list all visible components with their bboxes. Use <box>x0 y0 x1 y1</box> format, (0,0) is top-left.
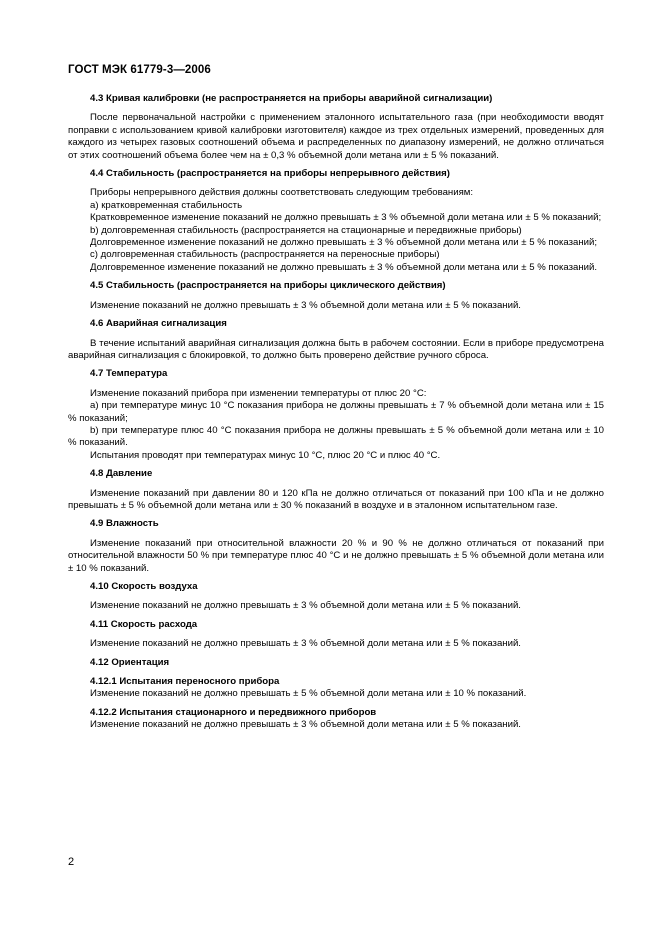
list-item: а) кратковременная стабильность <box>90 199 243 211</box>
section-4-12 <box>68 657 604 732</box>
section-4-10 <box>68 581 604 613</box>
paragraph: Изменение показаний прибора при изменении температуры от плюс 20 °С: <box>90 387 427 399</box>
section-4-11 <box>68 619 604 651</box>
section-title: 4.6 Аварийная сигнализация <box>90 318 227 330</box>
section-title: 4.7 Температура <box>90 368 168 380</box>
section-title: 4.8 Давление <box>90 468 153 480</box>
section-4-5 <box>68 280 604 312</box>
list-item: а) при температуре минус 10 °С показания прибора не должны превышать ± 7 % объемной доли метана или ± 15 % показаний; <box>68 400 604 424</box>
paragraph: Изменение показаний не должно превышать ± 3 % объемной доли метана или ± 5 % показаний. <box>90 638 521 650</box>
paragraph: Кратковременное изменение показаний не должно превышать ± 3 % объемной доли метана или ± 5 % показаний; <box>90 212 602 224</box>
section-4-7 <box>68 368 604 462</box>
paragraph: После первоначальной настройки с применением эталонного испытательного газа (при необходимости вводят поправки с использованием кривой калибровки изготовителя) каждое из трех отдельных измерений, проведенных для каждого из четырех газовых соотношений объема и распределенных по диапазону измерений, не должно отличаться от этих соотношений объема более чем на ± 0,3 % объемной доли метана или ± 5 % показаний. <box>68 112 604 161</box>
section-title: 4.11 Скорость расхода <box>90 618 198 630</box>
subsection-title: 4.12.1 Испытания переносного прибора <box>90 676 280 688</box>
paragraph: Испытания проводят при температурах минус 10 °С, плюс 20 °С и плюс 40 °С. <box>90 449 441 461</box>
paragraph: Приборы непрерывного действия должны соответствовать следующим требованиям: <box>90 187 474 199</box>
paragraph: Изменение показаний не должно превышать ± 3 % объемной доли метана или ± 5 % показаний. <box>90 719 521 731</box>
section-title: 4.9 Влажность <box>90 518 159 530</box>
section-title: 4.5 Стабильность (распространяется на приборы циклического действия) <box>90 280 446 292</box>
subsection-title: 4.12.2 Испытания стационарного и передвижного приборов <box>90 706 377 718</box>
paragraph: В течение испытаний аварийная сигнализация должна быть в рабочем состоянии. Если в приборе предусмотрена аварийная сигнализация с блокировкой, то должно быть проверено действие ручного сброса. <box>68 337 604 361</box>
paragraph: Изменение показаний при относительной влажности 20 % и 90 % не должно отличаться от показаний при относительной влажности 50 % при температуре плюс 40 °С и не должно превышать ± 5 % объемной доли метана или ± 10 % показаний. <box>68 537 604 574</box>
paragraph: Изменение показаний не должно превышать ± 3 % объемной доли метана или ± 5 % показаний. <box>90 299 521 311</box>
paragraph: Долговременное изменение показаний не должно превышать ± 3 % объемной доли метана или ± 5 % показаний. <box>90 261 598 273</box>
section-title: 4.12 Ориентация <box>90 656 170 668</box>
list-item: b) при температуре плюс 40 °С показания прибора не должны превышать ± 5 % объемной доли метана или ± 10 % показаний. <box>68 424 604 449</box>
paragraph: Изменение показаний не должно превышать ± 3 % объемной доли метана или ± 5 % показаний. <box>90 600 521 612</box>
paragraph: Изменение показаний не должно превышать ± 5 % объемной доли метана или ± 10 % показаний. <box>90 688 527 700</box>
paragraph: Долговременное изменение показаний не должно превышать ± 3 % объемной доли метана или ± 5 % показаний; <box>90 237 598 249</box>
document-body <box>68 93 604 732</box>
page-number: 2 <box>68 856 75 868</box>
section-title: 4.10 Скорость воздуха <box>90 581 198 592</box>
section-title: 4.4 Стабильность (распространяется на приборы непрерывного действия) <box>90 168 450 180</box>
standard-header: ГОСТ МЭК 61779-3—2006 <box>68 64 211 76</box>
section-4-3 <box>68 93 604 162</box>
list-item: с) долговременная стабильность (распространяется на переносные приборы) <box>90 249 440 261</box>
section-4-8 <box>68 468 604 512</box>
section-4-6 <box>68 318 604 362</box>
section-4-9 <box>68 518 604 575</box>
paragraph: Изменение показаний при давлении 80 и 120 кПа не должно отличаться от показаний при 100 кПа и не должно превышать ± 5 % объемной доли метана или ± 30 % показаний в воздухе и в эталонном испытательном газе. <box>68 487 604 511</box>
section-4-4 <box>68 168 604 274</box>
list-item: b) долговременная стабильность (распространяется на стационарные и передвижные приборы) <box>90 224 522 236</box>
section-title: 4.3 Кривая калибровки (не распространяется на приборы аварийной сигнализации) <box>90 93 493 104</box>
